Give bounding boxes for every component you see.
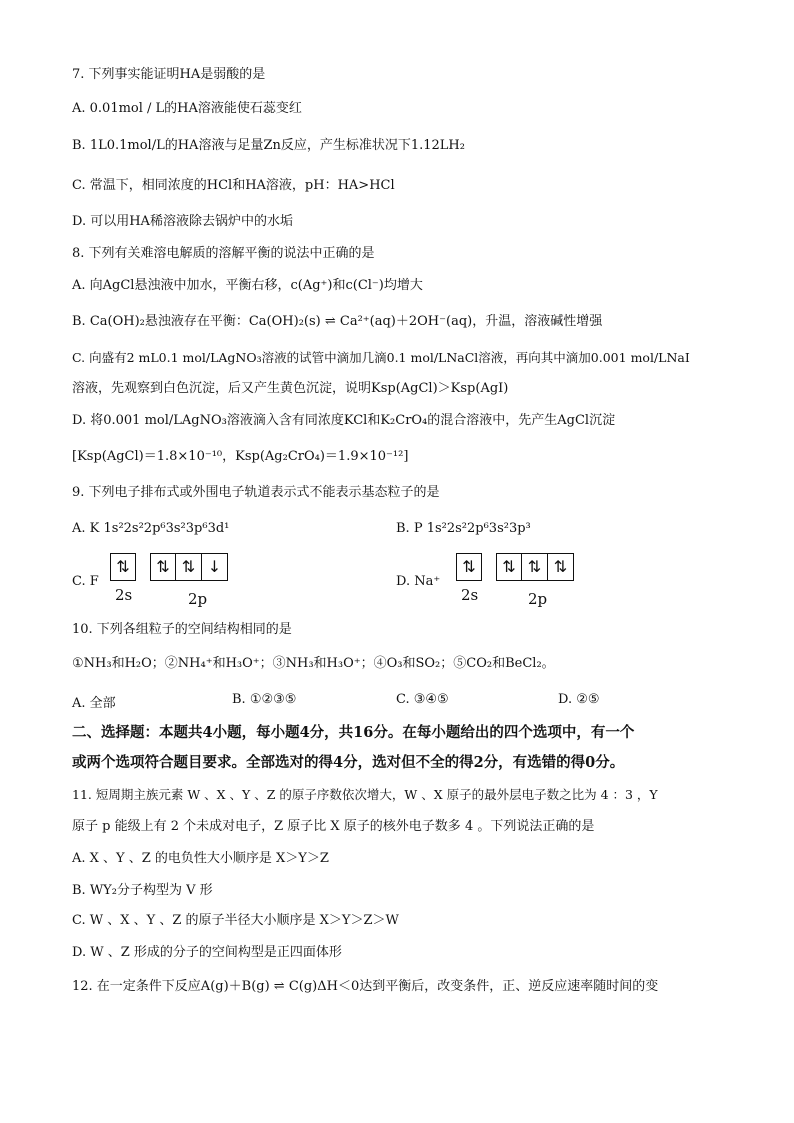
- q9-option-d-label: D. Na⁺: [396, 574, 441, 589]
- q11-stem-line2: 原子 p 能级上有 2 个未成对电子，Z 原子比 X 原子的核外电子数多 4 。下列说法正确的是: [72, 819, 595, 834]
- q9-option-c-label: C. F: [72, 574, 99, 589]
- q11-option-c: C. W 、X 、Y 、Z 的原子半径大小顺序是 X＞Y＞Z＞W: [72, 913, 399, 928]
- q7-option-c: C. 常温下，相同浓度的HCl和HA溶液，pH：HA>HCl: [72, 178, 395, 193]
- q7-option-b: B. 1L0.1mol/L的HA溶液与足量Zn反应，产生标准状况下1.12LH₂: [72, 138, 465, 153]
- q8-option-c-line1: C. 向盛有2 mL0.1 mol/LAgNO₃溶液的试管中滴加几滴0.1 mol/LNaCl溶液，再向其中滴加0.001 mol/LNaI: [72, 350, 690, 365]
- orbital-box: ⇅: [548, 553, 574, 581]
- q7-stem: 7. 下列事实能证明HA是弱酸的是: [72, 67, 266, 82]
- q7-option-a: A. 0.01mol / L的HA溶液能使石蕊变红: [72, 101, 302, 116]
- q8-option-b: B. Ca(OH)₂悬浊液存在平衡：Ca(OH)₂(s) ⇌ Ca²⁺(aq)＋2OH⁻(aq)，升温，溶液碱性增强: [72, 314, 603, 329]
- orbital-box: ⇅: [176, 553, 202, 581]
- q8-option-d-line1: D. 将0.001 mol/LAgNO₃溶液滴入含有同浓度KCl和K₂CrO₄的混合溶液中，先产生AgCl沉淀: [72, 413, 616, 428]
- q11-option-b: B. WY₂分子构型为 V 形: [72, 883, 213, 898]
- q8-stem: 8. 下列有关难溶电解质的溶解平衡的说法中正确的是: [72, 246, 375, 261]
- q10-stem: 10. 下列各组粒子的空间结构相同的是: [72, 622, 292, 637]
- q8-option-d-line2: [Ksp(AgCl)＝1.8×10⁻¹⁰，Ksp(Ag₂CrO₄)＝1.9×10⁻¹²]: [72, 449, 409, 464]
- section2-header-line1: 二、选择题：本题共4小题，每小题4分，共16分。在每小题给出的四个选项中，有一个: [72, 724, 635, 741]
- q9-d-2p-orbitals: [496, 553, 574, 581]
- q10-option-a: A. 全部: [72, 696, 116, 711]
- q11-option-a: A. X 、Y 、Z 的电负性大小顺序是 X＞Y＞Z: [72, 851, 329, 866]
- q11-stem-line1: 11. 短周期主族元素 W 、X 、Y 、Z 的原子序数依次增大，W 、X 原子的最外层电子数之比为 4 ：3 ，Y: [72, 787, 658, 802]
- q11-option-d: D. W 、Z 形成的分子的空间构型是正四面体形: [72, 945, 342, 960]
- orbital-box: ⇅: [456, 553, 482, 581]
- q9-d-2s-orbital: [456, 553, 482, 581]
- q9-option-a: A. K 1s²2s²2p⁶3s²3p⁶3d¹: [72, 521, 230, 536]
- q9-c-2p-orbitals: [150, 553, 228, 581]
- orbital-box: ⇅: [522, 553, 548, 581]
- q10-items: ①NH₃和H₂O；②NH₄⁺和H₃O⁺；③NH₃和H₃O⁺；④O₃和SO₂；⑤CO₂和BeCl₂。: [72, 656, 555, 671]
- orbital-box: ⇅: [150, 553, 176, 581]
- q7-option-d: D. 可以用HA稀溶液除去锅炉中的水垢: [72, 214, 293, 229]
- q10-option-b: B. ①②③⑤: [232, 692, 297, 707]
- q9-stem: 9. 下列电子排布式或外围电子轨道表示式不能表示基态粒子的是: [72, 485, 440, 500]
- orbital-box: ↓: [202, 553, 228, 581]
- q8-option-a: A. 向AgCl悬浊液中加水，平衡右移，c(Ag⁺)和c(Cl⁻)均增大: [72, 278, 423, 293]
- orbital-box: ⇅: [110, 553, 136, 581]
- q9-option-b: B. P 1s²2s²2p⁶3s²3p³: [396, 521, 531, 536]
- q9-c-2s-orbital: [110, 553, 136, 581]
- q9-c-2p-label: 2p: [188, 590, 208, 608]
- q9-d-2s-label: 2s: [461, 586, 479, 604]
- q9-d-2p-label: 2p: [528, 590, 548, 608]
- section2-header-line2: 或两个选项符合题目要求。全部选对的得4分，选对但不全的得2分，有选错的得0分。: [72, 754, 625, 771]
- q10-option-c: C. ③④⑤: [396, 692, 449, 707]
- q12-stem: 12. 在一定条件下反应A(g)＋B(g) ⇌ C(g)ΔH＜0达到平衡后，改变条件，正、逆反应速率随时间的变: [72, 979, 659, 994]
- q9-c-2s-label: 2s: [115, 586, 133, 604]
- q10-option-d: D. ②⑤: [558, 692, 600, 707]
- q8-option-c-line2: 溶液，先观察到白色沉淀，后又产生黄色沉淀，说明Ksp(AgCl)＞Ksp(AgI): [72, 381, 509, 396]
- orbital-box: ⇅: [496, 553, 522, 581]
